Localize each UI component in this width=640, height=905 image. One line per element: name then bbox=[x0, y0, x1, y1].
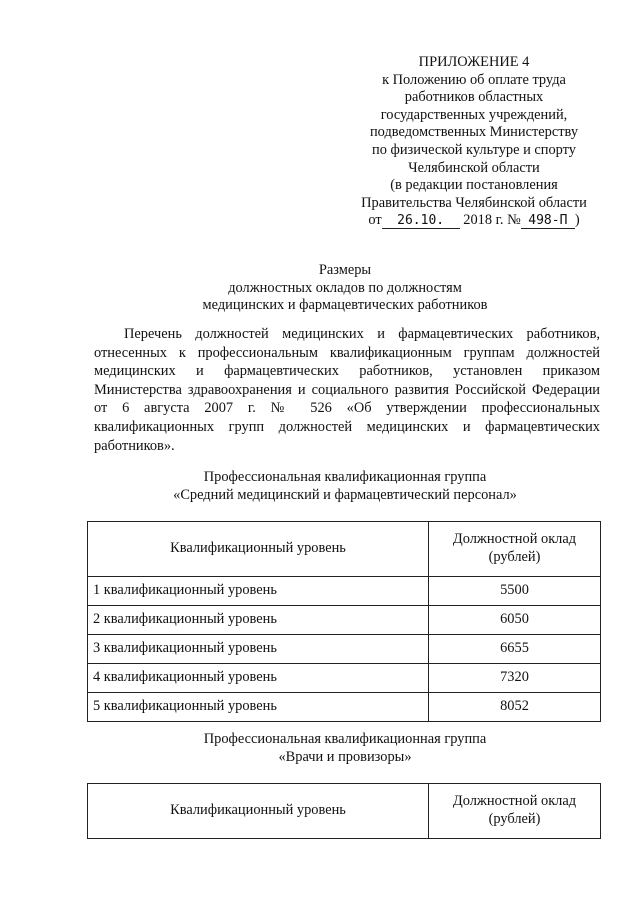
table-row bbox=[88, 606, 601, 635]
row-salary: 5500 bbox=[429, 577, 601, 606]
annex-date-line bbox=[340, 212, 608, 230]
title-line: должностных окладов по должностям bbox=[228, 279, 462, 296]
header-salary-unit: (рублей) bbox=[488, 811, 541, 827]
date-prefix: от bbox=[368, 212, 382, 229]
header-salary bbox=[429, 522, 601, 577]
annex-line: (в редакции постановления bbox=[390, 177, 558, 194]
number-value: 498-П bbox=[521, 214, 575, 229]
row-salary: 7320 bbox=[429, 664, 601, 693]
row-level: 4 квалификационный уровень bbox=[88, 664, 429, 693]
annex-line: государственных учреждений, bbox=[380, 106, 568, 123]
annex-heading: ПРИЛОЖЕНИЕ 4 bbox=[418, 54, 530, 70]
intro-paragraph: Перечень должностей медицинских и фармацевтических работников, отнесенных к профессиональным квалификационным группам должностей медицинских и фармацевтических работников, установлен приказом Министерства здравоохранения и социального развития Российской Федерации от 6 августа 2007 г. № 526 «Об утверждении профессиональных квалификационных групп должностей медицинских и фармацевтических работников». bbox=[94, 326, 600, 454]
row-level: 1 квалификационный уровень bbox=[88, 577, 429, 606]
header-level: Квалификационный уровень bbox=[88, 784, 429, 839]
table-header-row bbox=[88, 784, 601, 839]
table-row bbox=[88, 693, 601, 722]
salary-table-nursing bbox=[87, 521, 601, 722]
group-heading-nursing bbox=[90, 469, 600, 504]
group-heading-doctors bbox=[90, 731, 600, 766]
header-salary-line: Должностной оклад bbox=[452, 793, 577, 810]
date-suffix: ) bbox=[574, 212, 580, 229]
table-row bbox=[88, 577, 601, 606]
header-level: Квалификационный уровень bbox=[88, 522, 429, 577]
row-salary: 6655 bbox=[429, 635, 601, 664]
annex-line: Правительства Челябинской области bbox=[361, 194, 587, 211]
header-salary-unit: (рублей) bbox=[488, 549, 541, 565]
annex-line: работников областных bbox=[404, 89, 544, 106]
row-level: 2 квалификационный уровень bbox=[88, 606, 429, 635]
header-salary bbox=[429, 784, 601, 839]
header-salary-line: Должностной оклад bbox=[452, 531, 577, 548]
row-level: 5 квалификационный уровень bbox=[88, 693, 429, 722]
annex-line: к Положению об оплате труда bbox=[382, 71, 566, 88]
annex-block bbox=[340, 54, 608, 230]
group-heading-line: «Средний медицинский и фармацевтический персонал» bbox=[173, 486, 517, 503]
title-line: Размеры bbox=[318, 262, 372, 278]
document-title bbox=[90, 262, 600, 315]
salary-table-doctors bbox=[87, 783, 601, 839]
group-heading-line: «Врачи и провизоры» bbox=[278, 748, 412, 765]
table-header-row bbox=[88, 522, 601, 577]
table-row bbox=[88, 664, 601, 693]
title-line: медицинских и фармацевтических работников bbox=[202, 297, 488, 314]
annex-line: Челябинской области bbox=[408, 159, 540, 176]
annex-line: подведомственных Министерству bbox=[369, 124, 579, 141]
group-heading-line: Профессиональная квалификационная группа bbox=[203, 469, 487, 485]
row-salary: 8052 bbox=[429, 693, 601, 722]
row-level: 3 квалификационный уровень bbox=[88, 635, 429, 664]
annex-line: по физической культуре и спорту bbox=[372, 141, 576, 158]
date-value: 26.10. bbox=[382, 214, 460, 229]
table-row bbox=[88, 635, 601, 664]
row-salary: 6050 bbox=[429, 606, 601, 635]
date-year: 2018 г. № bbox=[463, 212, 521, 229]
group-heading-line: Профессиональная квалификационная группа bbox=[203, 731, 487, 747]
